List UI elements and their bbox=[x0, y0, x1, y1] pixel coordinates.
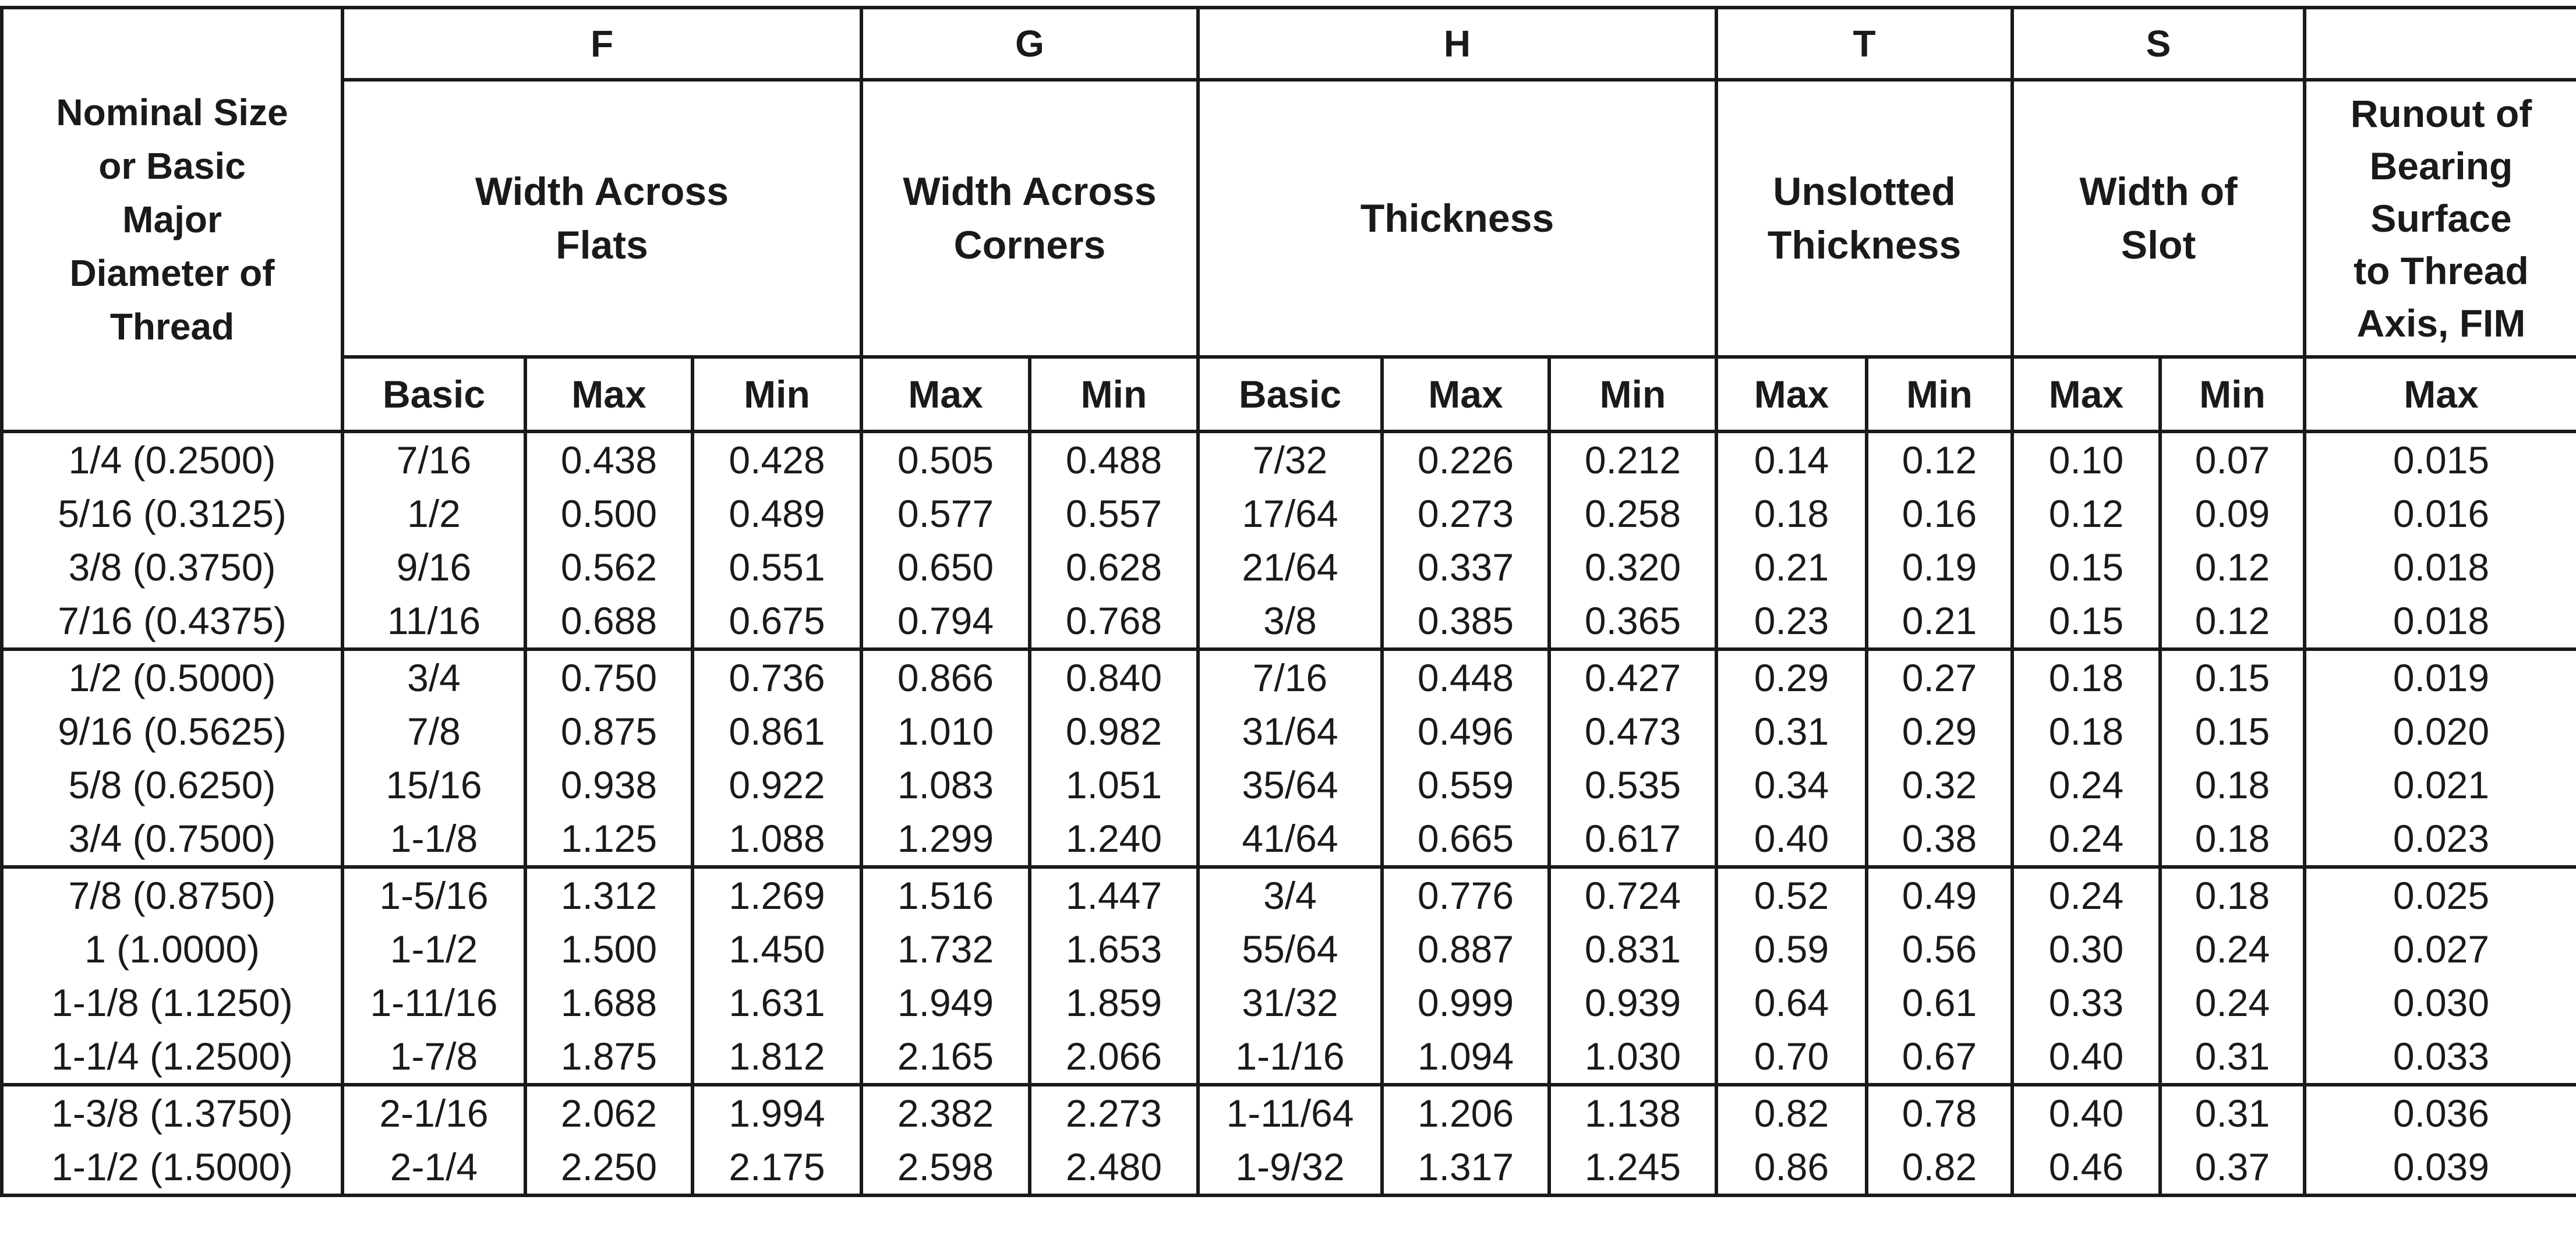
table-value: 1.245 bbox=[1584, 1145, 1681, 1188]
table-value: 1 (1.0000) bbox=[84, 928, 260, 971]
table-value: 1.949 bbox=[897, 981, 994, 1024]
g-max-cell bbox=[861, 431, 1030, 649]
table-value: 1.138 bbox=[1584, 1092, 1681, 1135]
table-value: 11/16 bbox=[387, 599, 481, 642]
subheader-s-max: Max bbox=[2012, 357, 2160, 431]
table-value: 0.34 bbox=[1754, 763, 1829, 806]
table-value: 1.516 bbox=[897, 874, 994, 917]
subheader-s-min: Min bbox=[2160, 357, 2305, 431]
table-value: 2.250 bbox=[560, 1145, 658, 1188]
table-value: 0.10 bbox=[2048, 438, 2124, 482]
table-value: 0.21 bbox=[1902, 599, 1977, 642]
table-value: 1.083 bbox=[897, 763, 994, 806]
table-value: 0.428 bbox=[729, 438, 825, 482]
table-value: 0.226 bbox=[1417, 438, 1514, 482]
column-letter-s: S bbox=[2012, 8, 2305, 80]
table-value: 0.56 bbox=[1902, 928, 1977, 971]
g-max-cell bbox=[861, 1085, 1030, 1195]
table-body bbox=[2, 431, 2576, 1195]
h-basic-cell bbox=[1198, 431, 1382, 649]
table-value: 1-1/8 bbox=[390, 817, 478, 860]
runout-header: Runout of Bearing Surface to Thread Axis, FIM bbox=[2305, 80, 2576, 357]
subheader-h-min: Min bbox=[1549, 357, 1716, 431]
f-basic-cell bbox=[342, 1085, 525, 1195]
table-value: 0.18 bbox=[2195, 763, 2270, 806]
table-value: 0.258 bbox=[1584, 492, 1681, 535]
s-min-cell bbox=[2160, 431, 2305, 649]
runout-max-cell bbox=[2305, 431, 2576, 649]
f-basic-cell bbox=[342, 867, 525, 1085]
table-value: 1.631 bbox=[729, 981, 825, 1024]
table-value: 0.15 bbox=[2048, 599, 2124, 642]
table-value: 0.40 bbox=[2048, 1092, 2124, 1135]
table-value: 1.312 bbox=[560, 874, 658, 917]
f-basic-cell bbox=[342, 431, 525, 649]
table-value: 0.37 bbox=[2195, 1145, 2270, 1188]
table-value: 1-1/2 bbox=[390, 928, 478, 971]
runout-max-cell bbox=[2305, 867, 2576, 1085]
nominal-size-cell bbox=[2, 649, 342, 867]
table-value: 2.062 bbox=[560, 1092, 658, 1135]
table-value: 0.49 bbox=[1902, 874, 1977, 917]
table-value: 2-1/16 bbox=[379, 1092, 489, 1135]
table-value: 0.650 bbox=[897, 546, 994, 589]
table-value: 1.088 bbox=[729, 817, 825, 860]
table-value: 0.18 bbox=[2048, 656, 2124, 699]
table-value: 0.32 bbox=[1902, 763, 1977, 806]
table-value: 1.688 bbox=[560, 981, 658, 1024]
table-value: 0.59 bbox=[1754, 928, 1829, 971]
table-value: 0.831 bbox=[1584, 928, 1681, 971]
table-value: 0.40 bbox=[1754, 817, 1829, 860]
table-value: 0.628 bbox=[1065, 546, 1162, 589]
t-max-cell bbox=[1716, 1085, 1867, 1195]
s-max-cell bbox=[2012, 1085, 2160, 1195]
table-value: 0.500 bbox=[560, 492, 658, 535]
table-value: 0.025 bbox=[2393, 874, 2490, 917]
table-value: 0.562 bbox=[560, 546, 658, 589]
t-max-cell bbox=[1716, 867, 1867, 1085]
table-value: 1/4 (0.2500) bbox=[68, 438, 276, 482]
f-max-cell bbox=[525, 431, 692, 649]
table-value: 21/64 bbox=[1242, 546, 1338, 589]
table-value: 0.750 bbox=[560, 656, 658, 699]
table-value: 0.27 bbox=[1902, 656, 1977, 699]
table-value: 1/2 bbox=[407, 492, 461, 535]
table-value: 1-9/32 bbox=[1235, 1145, 1345, 1188]
table-value: 2.165 bbox=[897, 1035, 994, 1078]
column-letter-f: F bbox=[342, 8, 861, 80]
table-value: 1.206 bbox=[1417, 1092, 1514, 1135]
subheader-h-basic: Basic bbox=[1198, 357, 1382, 431]
table-value: 9/16 (0.5625) bbox=[58, 710, 287, 753]
h-min-cell bbox=[1549, 431, 1716, 649]
column-letter-t: T bbox=[1716, 8, 2012, 80]
s-max-cell bbox=[2012, 431, 2160, 649]
table-value: 0.82 bbox=[1902, 1145, 1977, 1188]
f-basic-cell bbox=[342, 649, 525, 867]
table-value: 0.21 bbox=[1754, 546, 1829, 589]
table-value: 0.67 bbox=[1902, 1035, 1977, 1078]
table-value: 1.859 bbox=[1065, 981, 1162, 1024]
nominal-size-cell bbox=[2, 431, 342, 649]
table-value: 0.020 bbox=[2393, 710, 2490, 753]
table-value: 1.094 bbox=[1417, 1035, 1514, 1078]
table-value: 1-1/2 (1.5000) bbox=[51, 1145, 293, 1188]
table-value: 2.175 bbox=[729, 1145, 825, 1188]
table-value: 0.29 bbox=[1754, 656, 1829, 699]
s-max-cell bbox=[2012, 649, 2160, 867]
table-value: 5/16 (0.3125) bbox=[58, 492, 287, 535]
table-value: 0.039 bbox=[2393, 1145, 2490, 1188]
table-value: 0.559 bbox=[1417, 763, 1514, 806]
table-value: 3/8 (0.3750) bbox=[68, 546, 276, 589]
table-value: 1-1/8 (1.1250) bbox=[51, 981, 293, 1024]
table-value: 0.018 bbox=[2393, 599, 2490, 642]
table-value: 0.939 bbox=[1584, 981, 1681, 1024]
table-value: 2.480 bbox=[1065, 1145, 1162, 1188]
table-value: 0.736 bbox=[729, 656, 825, 699]
table-value: 0.337 bbox=[1417, 546, 1514, 589]
s-max-cell bbox=[2012, 867, 2160, 1085]
t-min-cell bbox=[1867, 649, 2012, 867]
table-value: 1.447 bbox=[1065, 874, 1162, 917]
table-value: 3/4 (0.7500) bbox=[68, 817, 276, 860]
table-value: 1.269 bbox=[729, 874, 825, 917]
table-value: 0.023 bbox=[2393, 817, 2490, 860]
table-value: 35/64 bbox=[1242, 763, 1338, 806]
h-min-cell bbox=[1549, 649, 1716, 867]
table-value: 0.922 bbox=[729, 763, 825, 806]
table-value: 0.675 bbox=[729, 599, 825, 642]
table-value: 0.535 bbox=[1584, 763, 1681, 806]
title-header-row bbox=[2, 80, 2576, 357]
table-value: 0.473 bbox=[1584, 710, 1681, 753]
table-value: 2.382 bbox=[897, 1092, 994, 1135]
table-value: 0.861 bbox=[729, 710, 825, 753]
subheader-t-max: Max bbox=[1716, 357, 1867, 431]
row-group bbox=[2, 867, 2576, 1085]
subheader-row bbox=[2, 357, 2576, 431]
table-value: 0.438 bbox=[560, 438, 658, 482]
table-value: 1.994 bbox=[729, 1092, 825, 1135]
table-value: 0.496 bbox=[1417, 710, 1514, 753]
table-value: 1-5/16 bbox=[379, 874, 489, 917]
table-value: 0.07 bbox=[2195, 438, 2270, 482]
t-min-cell bbox=[1867, 431, 2012, 649]
s-min-cell bbox=[2160, 1085, 2305, 1195]
table-value: 0.24 bbox=[2048, 763, 2124, 806]
table-value: 1.240 bbox=[1065, 817, 1162, 860]
table-value: 7/32 bbox=[1252, 438, 1328, 482]
table-value: 0.021 bbox=[2393, 763, 2490, 806]
runout-max-cell bbox=[2305, 1085, 2576, 1195]
table-value: 0.09 bbox=[2195, 492, 2270, 535]
t-min-cell bbox=[1867, 1085, 2012, 1195]
table-value: 0.665 bbox=[1417, 817, 1514, 860]
table-value: 0.768 bbox=[1065, 599, 1162, 642]
table-value: 0.86 bbox=[1754, 1145, 1829, 1188]
table-value: 0.488 bbox=[1065, 438, 1162, 482]
table-value: 0.31 bbox=[2195, 1035, 2270, 1078]
f-max-cell bbox=[525, 649, 692, 867]
g-min-cell bbox=[1030, 431, 1198, 649]
table-value: 0.724 bbox=[1584, 874, 1681, 917]
table-value: 0.015 bbox=[2393, 438, 2490, 482]
hex-nut-dimensions-table bbox=[0, 6, 2576, 1197]
table-value: 1.010 bbox=[897, 710, 994, 753]
table-value: 0.938 bbox=[560, 763, 658, 806]
subheader-f-max: Max bbox=[525, 357, 692, 431]
table-value: 7/8 (0.8750) bbox=[68, 874, 276, 917]
table-value: 0.33 bbox=[2048, 981, 2124, 1024]
table-value: 0.24 bbox=[2195, 981, 2270, 1024]
subheader-g-min: Min bbox=[1030, 357, 1198, 431]
table-value: 0.24 bbox=[2048, 817, 2124, 860]
t-max-cell bbox=[1716, 431, 1867, 649]
table-value: 0.78 bbox=[1902, 1092, 1977, 1135]
g-min-cell bbox=[1030, 1085, 1198, 1195]
table-value: 2-1/4 bbox=[390, 1145, 478, 1188]
table-value: 0.018 bbox=[2393, 546, 2490, 589]
table-value: 31/64 bbox=[1242, 710, 1338, 753]
f-max-cell bbox=[525, 1085, 692, 1195]
t-min-cell bbox=[1867, 867, 2012, 1085]
width-across-flats-header: Width Across Flats bbox=[342, 80, 861, 357]
f-min-cell bbox=[692, 431, 861, 649]
subheader-g-max: Max bbox=[861, 357, 1030, 431]
row-group bbox=[2, 431, 2576, 649]
g-max-cell bbox=[861, 649, 1030, 867]
table-value: 7/16 bbox=[1252, 656, 1328, 699]
table-value: 1.500 bbox=[560, 928, 658, 971]
table-value: 0.14 bbox=[1754, 438, 1829, 482]
table-value: 0.016 bbox=[2393, 492, 2490, 535]
table-value: 0.19 bbox=[1902, 546, 1977, 589]
table-value: 0.557 bbox=[1065, 492, 1162, 535]
table-value: 0.551 bbox=[729, 546, 825, 589]
column-letter-g: G bbox=[861, 8, 1198, 80]
width-of-slot-header: Width of Slot bbox=[2012, 80, 2305, 357]
table-value: 0.617 bbox=[1584, 817, 1681, 860]
table-value: 9/16 bbox=[396, 546, 472, 589]
h-basic-cell bbox=[1198, 867, 1382, 1085]
s-min-cell bbox=[2160, 867, 2305, 1085]
table-value: 0.840 bbox=[1065, 656, 1162, 699]
table-value: 0.15 bbox=[2195, 656, 2270, 699]
table-value: 0.18 bbox=[1754, 492, 1829, 535]
table-value: 0.24 bbox=[2195, 928, 2270, 971]
f-min-cell bbox=[692, 1085, 861, 1195]
table-value: 0.12 bbox=[2048, 492, 2124, 535]
table-value: 1.732 bbox=[897, 928, 994, 971]
f-min-cell bbox=[692, 867, 861, 1085]
h-max-cell bbox=[1382, 1085, 1549, 1195]
table-value: 0.70 bbox=[1754, 1035, 1829, 1078]
table-value: 0.365 bbox=[1584, 599, 1681, 642]
runout-max-cell bbox=[2305, 649, 2576, 867]
subheader-runout-max: Max bbox=[2305, 357, 2576, 431]
table-value: 0.027 bbox=[2393, 928, 2490, 971]
table-value: 0.12 bbox=[2195, 546, 2270, 589]
table-value: 15/16 bbox=[386, 763, 482, 806]
letter-header-row bbox=[2, 8, 2576, 80]
table-value: 1-11/16 bbox=[370, 981, 498, 1024]
table-value: 3/4 bbox=[407, 656, 461, 699]
table-value: 5/8 (0.6250) bbox=[68, 763, 276, 806]
table-value: 0.30 bbox=[2048, 928, 2124, 971]
table-value: 1-1/4 (1.2500) bbox=[51, 1035, 293, 1078]
column-letter-h: H bbox=[1198, 8, 1716, 80]
table-value: 1.051 bbox=[1065, 763, 1162, 806]
unslotted-thickness-header: Unslotted Thickness bbox=[1716, 80, 2012, 357]
table-value: 0.46 bbox=[2048, 1145, 2124, 1188]
g-min-cell bbox=[1030, 649, 1198, 867]
table-value: 55/64 bbox=[1242, 928, 1338, 971]
table-value: 0.887 bbox=[1417, 928, 1514, 971]
h-basic-cell bbox=[1198, 1085, 1382, 1195]
table-value: 2.598 bbox=[897, 1145, 994, 1188]
table-value: 2.066 bbox=[1065, 1035, 1162, 1078]
table-value: 0.273 bbox=[1417, 492, 1514, 535]
table-value: 0.18 bbox=[2195, 817, 2270, 860]
table-value: 0.61 bbox=[1902, 981, 1977, 1024]
h-min-cell bbox=[1549, 1085, 1716, 1195]
table-value: 41/64 bbox=[1242, 817, 1338, 860]
table-value: 0.52 bbox=[1754, 874, 1829, 917]
table-value: 1.875 bbox=[560, 1035, 658, 1078]
subheader-t-min: Min bbox=[1867, 357, 2012, 431]
table-value: 0.40 bbox=[2048, 1035, 2124, 1078]
g-max-cell bbox=[861, 867, 1030, 1085]
table-value: 0.29 bbox=[1902, 710, 1977, 753]
table-value: 3/4 bbox=[1263, 874, 1317, 917]
table-value: 1.125 bbox=[560, 817, 658, 860]
nominal-size-header: Nominal Size or Basic Major Diameter of Thread bbox=[2, 8, 342, 431]
t-max-cell bbox=[1716, 649, 1867, 867]
row-group bbox=[2, 1085, 2576, 1195]
table-value: 0.982 bbox=[1065, 710, 1162, 753]
table-value: 0.875 bbox=[560, 710, 658, 753]
f-max-cell bbox=[525, 867, 692, 1085]
table-value: 7/8 bbox=[407, 710, 461, 753]
table-value: 1-3/8 (1.3750) bbox=[51, 1092, 293, 1135]
subheader-f-min: Min bbox=[692, 357, 861, 431]
table-value: 0.385 bbox=[1417, 599, 1514, 642]
table-value: 0.212 bbox=[1584, 438, 1681, 482]
h-min-cell bbox=[1549, 867, 1716, 1085]
table-value: 2.273 bbox=[1065, 1092, 1162, 1135]
table-value: 17/64 bbox=[1242, 492, 1338, 535]
h-max-cell bbox=[1382, 431, 1549, 649]
table-value: 1-7/8 bbox=[390, 1035, 478, 1078]
table-value: 1.317 bbox=[1417, 1145, 1514, 1188]
table-value: 0.688 bbox=[560, 599, 658, 642]
table-value: 0.82 bbox=[1754, 1092, 1829, 1135]
table-value: 0.033 bbox=[2393, 1035, 2490, 1078]
nominal-size-cell bbox=[2, 1085, 342, 1195]
table-value: 0.31 bbox=[2195, 1092, 2270, 1135]
nominal-size-cell bbox=[2, 867, 342, 1085]
subheader-h-max: Max bbox=[1382, 357, 1549, 431]
table-value: 1-11/64 bbox=[1226, 1092, 1354, 1135]
table-value: 0.16 bbox=[1902, 492, 1977, 535]
table-value: 0.794 bbox=[897, 599, 994, 642]
table-value: 1/2 (0.5000) bbox=[68, 656, 276, 699]
table-value: 0.019 bbox=[2393, 656, 2490, 699]
table-value: 1.450 bbox=[729, 928, 825, 971]
table-value: 0.12 bbox=[2195, 599, 2270, 642]
table-value: 0.18 bbox=[2048, 710, 2124, 753]
table-value: 1.812 bbox=[729, 1035, 825, 1078]
subheader-f-basic: Basic bbox=[342, 357, 525, 431]
table-value: 0.030 bbox=[2393, 981, 2490, 1024]
thickness-header: Thickness bbox=[1198, 80, 1716, 357]
table-value: 1.030 bbox=[1584, 1035, 1681, 1078]
table-value: 0.15 bbox=[2048, 546, 2124, 589]
table-value: 0.38 bbox=[1902, 817, 1977, 860]
table-value: 0.776 bbox=[1417, 874, 1514, 917]
h-max-cell bbox=[1382, 867, 1549, 1085]
s-min-cell bbox=[2160, 649, 2305, 867]
g-min-cell bbox=[1030, 867, 1198, 1085]
table-value: 0.320 bbox=[1584, 546, 1681, 589]
table-value: 0.489 bbox=[729, 492, 825, 535]
table-value: 0.64 bbox=[1754, 981, 1829, 1024]
column-letter-runout bbox=[2305, 8, 2576, 80]
table-value: 3/8 bbox=[1263, 599, 1317, 642]
table-value: 1.299 bbox=[897, 817, 994, 860]
table-value: 0.999 bbox=[1417, 981, 1514, 1024]
table-value: 0.12 bbox=[1902, 438, 1977, 482]
row-group bbox=[2, 649, 2576, 867]
table-value: 0.427 bbox=[1584, 656, 1681, 699]
table-value: 0.15 bbox=[2195, 710, 2270, 753]
table-value: 0.448 bbox=[1417, 656, 1514, 699]
table-value: 0.866 bbox=[897, 656, 994, 699]
f-min-cell bbox=[692, 649, 861, 867]
table-value: 7/16 bbox=[396, 438, 472, 482]
table-value: 31/32 bbox=[1242, 981, 1338, 1024]
table-value: 0.577 bbox=[897, 492, 994, 535]
table-value: 0.24 bbox=[2048, 874, 2124, 917]
table-value: 7/16 (0.4375) bbox=[58, 599, 287, 642]
h-max-cell bbox=[1382, 649, 1549, 867]
table-value: 0.18 bbox=[2195, 874, 2270, 917]
h-basic-cell bbox=[1198, 649, 1382, 867]
table-value: 0.31 bbox=[1754, 710, 1829, 753]
table-value: 0.23 bbox=[1754, 599, 1829, 642]
table-value: 1-1/16 bbox=[1235, 1035, 1345, 1078]
table-value: 0.036 bbox=[2393, 1092, 2490, 1135]
table-value: 1.653 bbox=[1065, 928, 1162, 971]
table-value: 0.505 bbox=[897, 438, 994, 482]
width-across-corners-header: Width Across Corners bbox=[861, 80, 1198, 357]
